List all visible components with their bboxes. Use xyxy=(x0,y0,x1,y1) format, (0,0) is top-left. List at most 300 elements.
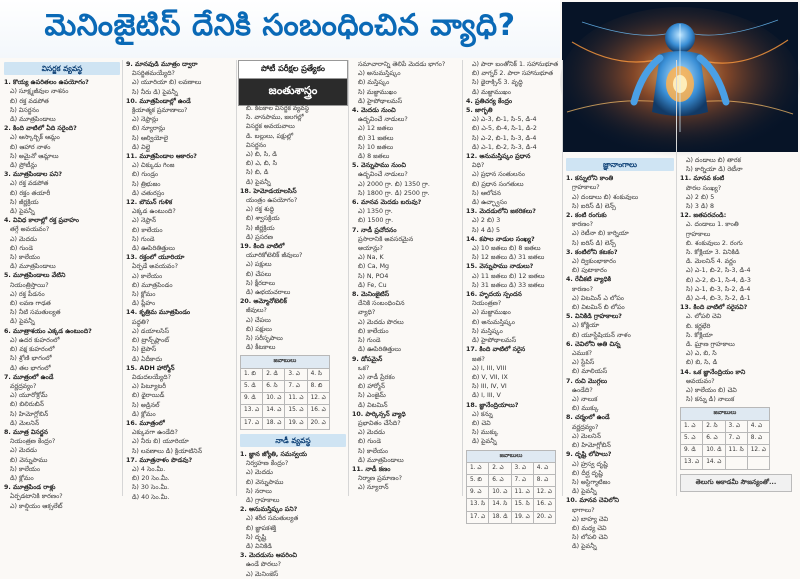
option-text: ఎ) స్టేపిస్ xyxy=(572,359,595,367)
question-text: 12. జతపరచండి: xyxy=(680,212,727,220)
option-text: సి) మజ్జాముఖం xyxy=(358,88,397,96)
question-text: 8. మూత్ర విసర్జన xyxy=(4,428,48,436)
question-list xyxy=(466,60,560,447)
option-text: డి) ప్రసరణ xyxy=(246,233,273,241)
question-text: 16. మూత్రంలో xyxy=(126,419,165,427)
option-text: సి) ఆల్వియోలై xyxy=(132,134,168,142)
option-text: సి) లవణాలు డి) క్రియాటినిన్ xyxy=(132,447,203,455)
option-text: బి) ఎ-2, బి-1, సి-4, డి-3 xyxy=(686,276,751,284)
banner-subject: జంతుశాస్త్రం xyxy=(239,79,347,105)
answer-cell: 14. ఎ xyxy=(703,457,725,469)
option-text: యంత్రం ఉపయోగం? xyxy=(246,197,298,205)
option-text: సి) కాలేయం xyxy=(10,254,41,262)
option-text: నియంత్రణ? xyxy=(472,300,502,308)
option-text: విధి? xyxy=(472,162,485,170)
answer-row xyxy=(241,405,330,417)
option-text: ఎ) మెలనిన్ xyxy=(572,432,601,440)
question-text: 9. డోపమైన్ xyxy=(352,355,383,363)
option-text: బి) మస్తిష్కం xyxy=(358,79,390,87)
answer-row xyxy=(241,393,330,405)
option-text: ఎ. దండాలు 1. కాంతి xyxy=(686,221,739,229)
question-text: 12. అనుమస్తిష్కం ప్రధాన xyxy=(466,153,531,161)
question-text: 13. కింది వాటిలో సరైనవి? xyxy=(680,304,748,312)
answer-row xyxy=(467,474,556,486)
option-text: బి) హార్మోన్ xyxy=(358,383,385,391)
option-text: ఎ) నెఫ్రాన్లు xyxy=(132,116,159,124)
option-text: బి. శంకువులు 2. రంగు xyxy=(686,239,743,247)
option-text: సి) కాలేయం xyxy=(10,465,41,473)
option-text: బి) ప్రధాన సంగతులు xyxy=(472,180,524,188)
question-text: 6. చెవిలోని అతి చిన్న xyxy=(566,340,621,348)
option-text: ఎ) యూరియా బి) లవణాలు xyxy=(132,79,202,87)
option-text: ఎ) మెదడు xyxy=(246,469,273,477)
answer-cell: 18. ఎ xyxy=(263,417,285,429)
option-text: బి) రక్తం తయారీ xyxy=(10,189,51,197)
question-text: 1. జ్ఞాన జ్యోతి, సమన్వయ xyxy=(240,450,307,458)
option-text: సి) మస్తిష్కం xyxy=(472,327,503,335)
answer-table-title: జవాబులు xyxy=(681,408,770,420)
option-text: ఎ) కాలేయం బి) చెవి xyxy=(686,387,737,395)
question-text: 10. మానవ చెవిలోని xyxy=(566,497,619,505)
option-text: ఎ) రక్త వడపోత xyxy=(10,180,49,188)
answer-row xyxy=(241,368,330,380)
answer-cell: 17. ఎ xyxy=(241,417,263,429)
answer-cell: 5. బి xyxy=(467,474,489,486)
option-text: సి) 12 జతలు డి) 31 జతలు xyxy=(472,254,545,262)
question-text: 4. రేచీకటి వ్యాధికి xyxy=(566,276,612,284)
answer-cell: 10. డి xyxy=(703,445,725,457)
option-text: సి) లోపలి చెవి xyxy=(572,534,608,542)
answer-cell: 10. ఎ xyxy=(489,487,511,499)
option-text: బి) కాలేయం xyxy=(358,327,389,335)
option-text: ఎ) ఎ-3, బి-1, సి-5, డి-4 xyxy=(472,116,537,124)
question-text: 20. అమ్మోనోటెలిక్ xyxy=(240,298,287,306)
option-text: డి) హైపోథాలమస్ xyxy=(358,97,403,105)
answer-cell: 13. ఎ xyxy=(681,457,703,469)
answer-cell: 4. ఎ xyxy=(747,420,769,432)
question-text: 7. రుచి మొగ్గలు xyxy=(566,377,608,385)
option-text: డి) ఎ-4, బి-3, సి-2, డి-1 xyxy=(686,295,751,303)
question-list xyxy=(680,156,796,404)
option-text: సి. కోక్లియా xyxy=(686,331,713,339)
answer-table xyxy=(466,450,556,524)
option-text: ఎ) ఉదర కుహరంలో xyxy=(10,336,60,344)
answer-cell: 1. బి xyxy=(241,368,263,380)
answer-cell: 19. ఎ xyxy=(285,417,307,429)
option-text: సి) నీరు డి) పైవన్నీ xyxy=(132,88,178,96)
column-seven xyxy=(680,156,796,470)
option-text: కారణం? xyxy=(572,221,593,229)
option-text: ఎ) ఆస్కార్బిక్ ఆమ్లం xyxy=(10,134,60,142)
column-five xyxy=(466,60,560,524)
option-text: ఎ) శరీర సమతుల్యత xyxy=(246,515,299,523)
glowing-human-figure-image xyxy=(562,2,798,152)
option-text: కారణం? xyxy=(572,285,593,293)
question-text: 15. వెన్నుపాము నాడులు? xyxy=(466,263,534,271)
option-text: డి) హైపోథాలమస్ xyxy=(472,337,517,345)
option-text: నిర్వహణ కేంద్రం? xyxy=(246,460,289,468)
answer-row xyxy=(681,432,770,444)
option-text: ఎ) 4 సెం.మీ. xyxy=(132,465,166,473)
option-text: ఎ) ద్వికుంభాకారం xyxy=(572,258,617,266)
option-text: దేనికి సంబంధించిన xyxy=(358,300,405,308)
answer-cell: 11. ఎ xyxy=(285,393,307,405)
option-text: సి) 31 జతలు డి) 33 జతలు xyxy=(472,281,545,289)
option-text: సమాచారాన్ని తెలిపే మెదడు భాగం? xyxy=(358,61,446,68)
answer-cell: 9. ఎ xyxy=(467,487,489,499)
option-text: బి) దీర్ఘ దృష్టి xyxy=(572,469,603,477)
answer-cell: 16. ఎ xyxy=(533,499,555,511)
option-text: సి) ఎంజైమ్ xyxy=(358,392,386,400)
answer-cell: 20. ఎ xyxy=(533,511,555,523)
option-text: ఎ) యూరోక్రోమ్ xyxy=(10,392,48,400)
option-text: సి) నరాలు xyxy=(246,487,272,495)
option-text: ఎ) I, III, VIII xyxy=(472,364,507,372)
option-text: బి) ఆహార నాళం xyxy=(10,143,51,151)
answer-cell: 9. డి xyxy=(681,445,703,457)
answer-cell: 19. ఎ xyxy=(511,511,533,523)
answer-cell: 12. ఎ xyxy=(747,445,769,457)
option-text: డి) పైవన్నీ xyxy=(472,438,497,446)
question-text: 9. దృష్టి లోపాలు? xyxy=(566,451,612,459)
credit-footer xyxy=(680,474,792,492)
option-text: ఎ) సూక్ష్మజీవుల నాశనం xyxy=(10,88,69,96)
option-text: డి) ప్రోటీన్లు xyxy=(10,162,37,170)
question-text: 10. పార్కిన్సన్ వ్యాధి xyxy=(352,410,406,418)
option-text: ఏర్పడే అవయవం? xyxy=(132,263,178,271)
answer-table-title: జవాబులు xyxy=(241,356,330,368)
question-text: 6. మూత్రాశయం ఎక్కడ ఉంటుంది? xyxy=(4,327,92,335)
option-text: గ్రాహకాలు? xyxy=(572,184,600,192)
option-text: సి) క్షీరదాలు xyxy=(246,279,276,287)
option-text: ఉండేది? xyxy=(572,386,593,394)
answer-cell: 17. ఎ xyxy=(467,511,489,523)
option-text: ఎ) మజ్జాముఖం xyxy=(472,309,511,317)
option-text: బి) కాలేయం xyxy=(132,226,163,234)
option-text: ఎ) 11 జతలు బి) 12 జతలు xyxy=(472,272,545,280)
option-text: బి) న్యూరాన్లు xyxy=(132,125,166,133)
option-text: డి) పైవన్నీ xyxy=(10,208,35,216)
option-text: ఎ) Na, K xyxy=(358,254,384,262)
option-text: అయాన్లు? xyxy=(358,245,383,253)
option-text: ఎ) బి, సి, డి xyxy=(246,151,277,159)
answer-row xyxy=(241,380,330,392)
question-text: 4. మెదడు నుంచి xyxy=(352,107,396,115)
question-text: 7. మూత్రంలో ఉండే xyxy=(4,373,54,381)
option-text: ఎ) 10 జతలు బి) 8 జతలు xyxy=(472,245,541,253)
option-text: ఎ) 2 బి) 5 xyxy=(686,193,715,201)
option-text: బి) శ్వాసక్రియ xyxy=(246,215,280,223)
credit-text: తెలుగు అకాడమీ సౌజన్యంతో... xyxy=(695,478,777,486)
option-text: బి) 31 జతలు xyxy=(358,134,394,142)
option-text: ఎ) మెనింజెస్ xyxy=(246,570,279,578)
question-list xyxy=(240,450,346,579)
option-text: ఎ) చేపలు xyxy=(246,316,271,324)
banner-subtitle: పోటీ పరీక్షల ప్రత్యేకం xyxy=(239,61,347,79)
question-text: 11. మూత్రపిండాల ఆకారం? xyxy=(126,153,197,161)
hero-illustration xyxy=(562,2,798,152)
option-text: గ్రాహకాలు xyxy=(686,230,711,238)
page-headline xyxy=(0,0,560,58)
option-text: ఎ) పారా బంతోనిక్ 1. సహానుభూత xyxy=(472,61,559,68)
option-text: ఎ) ఎ-1, బి-2, సి-3, డి-4 xyxy=(686,267,751,275)
option-text: నియంత్రణ కేంద్రం? xyxy=(10,438,56,446)
answer-row xyxy=(681,445,770,457)
option-text: సి. కోక్లియా 3. వినికిడి xyxy=(686,249,740,257)
option-text: సి) కన్ను డి) నాలుక xyxy=(686,396,735,404)
option-text: విసర్జక అవయవాలు xyxy=(246,123,295,131)
option-text: ఎ) 2 బి) 3 xyxy=(472,217,501,225)
question-text: 15. ADH హార్మోన్ xyxy=(126,364,175,372)
answer-cell: 5. డి xyxy=(241,380,263,392)
option-text: సి) క్లోమం xyxy=(132,291,156,299)
option-text: డి) వినికిడి xyxy=(246,542,272,550)
answer-cell: 6. సి xyxy=(263,380,285,392)
column-three xyxy=(240,104,346,579)
question-text: 13. రక్తంలో యూరియా xyxy=(126,254,185,262)
question-text: 4. ప్రతిచర్య కేంద్రం xyxy=(466,97,513,105)
option-text: సి) హిమోగ్లోబిన్ xyxy=(10,410,49,418)
question-text: 3. కంటిలోని కటకం? xyxy=(566,248,618,256)
option-text: సి. వానపాము, జలగల్లో xyxy=(246,114,304,122)
answer-cell xyxy=(725,457,747,469)
option-text: జత? xyxy=(472,355,485,363)
option-text: యూరికోటెలిక్ జీవులు? xyxy=(246,252,303,260)
answer-cell: 14. సి xyxy=(489,499,511,511)
question-text: 3. మెదడును ఆవరించి xyxy=(240,552,297,560)
option-text: సి) బైపాస్ xyxy=(132,346,157,354)
option-text: డి) కీటకాలు xyxy=(246,344,276,352)
option-text: ఎక్కువగా ఉండేది? xyxy=(132,429,178,437)
answer-row xyxy=(241,417,330,429)
column-excretory-system xyxy=(4,60,120,511)
answer-row xyxy=(681,457,770,469)
option-text: ఎ) 2000 గ్రా. బి) 1350 గ్రా. xyxy=(358,180,430,188)
question-text: 18. హెమోడయాలసిస్ xyxy=(240,187,297,195)
answer-cell: 6. ఎ xyxy=(489,474,511,486)
option-text: జీవులు? xyxy=(246,307,267,315)
option-text: ఎ) కాల్షియం ఆక్సలేట్ xyxy=(10,502,63,510)
option-text: పొరల సంఖ్య? xyxy=(686,184,722,192)
option-text: డి) ఏదీకాదు xyxy=(132,355,163,363)
option-text: సి) 4 డి) 5 xyxy=(472,226,501,234)
option-text: డి) 40 సెం.మీ. xyxy=(132,493,170,501)
option-text: డి. ఘ్రాణ గ్రాహకాలు xyxy=(686,341,735,349)
option-text: ఎ) కోక్లియా xyxy=(572,322,600,330)
answer-cell: 13. సి xyxy=(467,499,489,511)
answer-row xyxy=(467,511,556,523)
option-text: సి) ఎ-1, బి-3, సి-2, డి-4 xyxy=(686,285,751,293)
option-text: బి) ట్రాన్స్‌ప్లాంట్ xyxy=(132,337,170,345)
option-text: బి) బిలిరుబిన్ xyxy=(10,401,44,409)
option-text: డి) మూత్రపిండాలు xyxy=(10,116,56,124)
option-text: డి) చతురస్రం xyxy=(132,189,165,197)
option-text: వర్ణద్రవ్యం? xyxy=(10,382,37,390)
option-text: ఎ) రక్త పీడనం xyxy=(10,290,45,298)
option-text: బి) పుటాకారం xyxy=(572,267,607,275)
answer-table-title: జవాబులు xyxy=(467,450,556,462)
option-text: బి) చేపలు xyxy=(246,270,272,278)
option-text: ఎ) పిట్యూటరీ xyxy=(132,383,166,391)
option-text: బి) రక్త వడపోత xyxy=(10,97,49,105)
option-text: ఎ) ఎ, బి, సి xyxy=(686,350,717,358)
option-text: ఎ) విటమిన్ ఎ లోపం xyxy=(572,294,624,302)
section-title-sense-organs: జ్ఞానాంగాలు xyxy=(566,158,674,171)
answer-cell: 12. ఎ xyxy=(307,393,329,405)
option-text: ఎ) పక్షులు xyxy=(246,261,272,269)
answer-cell: 6. ఎ xyxy=(703,432,725,444)
question-text: 9. మూత్రపిండ రాళ్లు xyxy=(4,484,56,492)
option-text: ఎ. లోపలి చెవి xyxy=(686,313,722,321)
answer-table xyxy=(680,407,770,469)
question-text: 5. వినికిడి గ్రాహకాలు? xyxy=(566,313,622,321)
option-text: బి) చెవి xyxy=(472,419,491,427)
answer-cell: 4. సి xyxy=(307,368,329,380)
option-text: భాగాలు? xyxy=(572,506,595,514)
option-text: ఎ) న్యూరాన్ xyxy=(358,484,389,492)
answer-cell: 8. బి xyxy=(307,380,329,392)
headline-text: మెనింజైటిస్ దేనికి సంబంధించిన వ్యాధి? xyxy=(44,8,516,43)
option-text: డి) ఉభయచరాలు xyxy=(246,289,291,297)
option-text: ఎ) నీరు బి) యూరియా xyxy=(132,438,189,446)
option-text: డి) 8 జతలు xyxy=(358,153,390,161)
option-text: బి) బి, సి, డి xyxy=(686,359,718,367)
option-text: డి) విల్లై xyxy=(132,143,151,151)
question-text: 1. కొయ్య ఉపరితలం ఉపయోగం? xyxy=(4,79,89,87)
option-text: డి) తల భాగంలో xyxy=(10,364,51,372)
option-text: బి) 1500 గ్రా. xyxy=(358,217,394,225)
option-text: బి) పక్షులు xyxy=(246,325,272,333)
answer-cell: 16. ఎ xyxy=(307,405,329,417)
question-text: 8. చర్మంలో ఉండే xyxy=(566,414,610,422)
column-excretory-continued xyxy=(126,60,234,502)
column-sense-organs xyxy=(566,156,674,552)
question-text: 5. జాగృతి xyxy=(466,107,493,115)
question-list xyxy=(126,60,234,502)
option-text: సి) ఆలోచన xyxy=(472,189,501,197)
option-text: సి) III, IV, VI xyxy=(472,383,507,391)
option-text: సి) 10 జతలు xyxy=(358,143,394,151)
option-text: సి) బి, డి xyxy=(246,169,269,177)
option-text: విసర్జనం xyxy=(246,141,267,149)
option-text: ఎ) రెటీనా బి) కార్నియా xyxy=(572,230,629,238)
option-text: డి) గ్రాహకాలు xyxy=(246,496,280,504)
option-text: డి) ఉచ్ఛ్వాసం xyxy=(472,199,508,207)
option-text: బి) మాలియస్ xyxy=(572,368,608,376)
option-text: వర్ణద్రవ్యం? xyxy=(572,423,599,431)
answer-cell: 7. ఎ xyxy=(511,474,533,486)
question-list xyxy=(566,174,674,551)
option-text: సి) నీటి సమతుల్యత xyxy=(10,309,61,317)
option-text: బి) 20 సెం.మీ. xyxy=(132,475,170,483)
answer-cell: 15. ఎ xyxy=(285,405,307,417)
option-text: డి) మూత్రపిండాలు xyxy=(358,456,404,464)
option-text: సి) కాలేయం xyxy=(358,447,389,455)
option-text: క్రియాత్మక ప్రమాణాలు? xyxy=(132,107,188,115)
answer-cell: 5. ఎ xyxy=(681,432,703,444)
answer-table xyxy=(240,355,330,429)
option-text: సి) థైరాక్సిన్ 3. వృద్ధి xyxy=(472,79,523,87)
option-text: ఎముక? xyxy=(572,350,592,358)
option-text: డి) మెలనిన్ xyxy=(10,419,40,427)
option-text: డి) క్లోమం xyxy=(132,410,156,418)
question-text: 17. మూత్రనాళం పొడవు? xyxy=(126,456,193,464)
option-text: సి) 3 డి) 8 xyxy=(686,203,715,211)
answer-cell: 14. ఎ xyxy=(263,405,285,417)
option-text: ఎ) మెదడు xyxy=(10,235,37,243)
option-text: ఉద్భవించే నాడులు? xyxy=(358,171,408,179)
option-text: ఎ) కాలేయం xyxy=(132,272,163,280)
option-text: డి) విటమిన్ xyxy=(358,401,388,409)
option-text: సి) 30 సెం.మీ. xyxy=(132,484,170,492)
answer-cell: 13. ఎ xyxy=(241,405,263,417)
option-text: డి) ఎ-1, బి-2, సి-3, డి-4 xyxy=(472,143,537,151)
option-text: బి) మధ్య చెవి xyxy=(572,524,607,532)
answer-cell: 7. ఎ xyxy=(725,432,747,444)
option-text: సి) అమైనో ఆమ్లాలు xyxy=(10,152,59,160)
option-text: ఎ) కన్ను xyxy=(472,410,493,418)
question-text: 5. వెన్నుపాము నుంచి xyxy=(352,162,406,170)
option-text: బి) వక్ష కుహరంలో xyxy=(10,346,55,354)
option-text: బి) లవణ గాఢత xyxy=(10,300,51,308)
option-text: బి) ఎ, బి, సి xyxy=(246,160,278,168)
option-text: ఎ) మెదడు xyxy=(358,429,385,437)
answer-row xyxy=(467,462,556,474)
answer-cell: 2. డి xyxy=(263,368,285,380)
column-nervous-system xyxy=(352,60,460,493)
question-text: 5. మూత్రపిండాలు వేటిని xyxy=(4,272,66,280)
option-text: ఎ) మెదడు పొరలు xyxy=(358,318,404,326)
option-text: ఎ) దండాలు బి) తారక xyxy=(686,157,741,164)
answer-row xyxy=(681,420,770,432)
question-list xyxy=(352,60,460,493)
answer-cell: 4. ఎ xyxy=(533,462,555,474)
option-text: సి) గుండె xyxy=(358,337,381,345)
answer-cell: 8. ఎ xyxy=(533,474,555,486)
option-text: తగ్గే అవయవం? xyxy=(10,226,50,234)
question-text: 2. అనుమస్తిష్కం పని? xyxy=(240,506,298,514)
answer-cell: 3. ఎ xyxy=(285,368,307,380)
option-text: సి) జీర్ణక్రియ xyxy=(10,198,39,206)
question-text: 14. ఒక జ్ఞానేంద్రియం కాని xyxy=(680,368,746,376)
option-text: బి. కీటకాల విసర్జక వ్యవస్థ xyxy=(246,105,310,112)
answer-cell: 2. ఎ xyxy=(489,462,511,474)
answer-cell: 2. సి xyxy=(703,420,725,432)
option-text: సి) N, PO4 xyxy=(358,272,389,280)
option-text: విసర్జితమయ్యేది? xyxy=(132,70,175,78)
answer-cell: 1. ఎ xyxy=(467,462,489,474)
answer-cell: 20. ఎ xyxy=(307,417,329,429)
option-text: సి) త్రిభుజం xyxy=(132,180,161,188)
option-text: సి) సరీసృపాలు xyxy=(246,335,283,343)
option-text: సి) దృష్టి xyxy=(246,533,267,541)
answer-cell: 3. ఎ xyxy=(511,462,533,474)
option-text: సి) విసర్జనం xyxy=(10,106,40,114)
question-list xyxy=(4,78,120,511)
option-text: నియంత్రిస్తాయి? xyxy=(10,281,49,289)
answer-cell: 11. ఎ xyxy=(511,487,533,499)
answer-cell: 7. ఎ xyxy=(285,380,307,392)
section-title-excretory: విసర్జక వ్యవస్థ xyxy=(4,62,120,75)
option-text: బి) వెన్నుపాము xyxy=(10,456,48,464)
answer-cell: 1. ఎ xyxy=(681,420,703,432)
answer-cell: 11. సి xyxy=(725,445,747,457)
question-text: 18. జ్ఞానేంద్రియాలు? xyxy=(466,401,519,409)
question-text: 3. మూత్రపిండాల పని? xyxy=(4,171,63,179)
option-text: సి) జీర్ణక్రియ xyxy=(246,224,275,232)
option-text: ఎ) అనుమస్తిష్కం xyxy=(358,70,401,78)
question-text: 10. మూత్రపిండాల్లో ఉండే xyxy=(126,97,191,105)
